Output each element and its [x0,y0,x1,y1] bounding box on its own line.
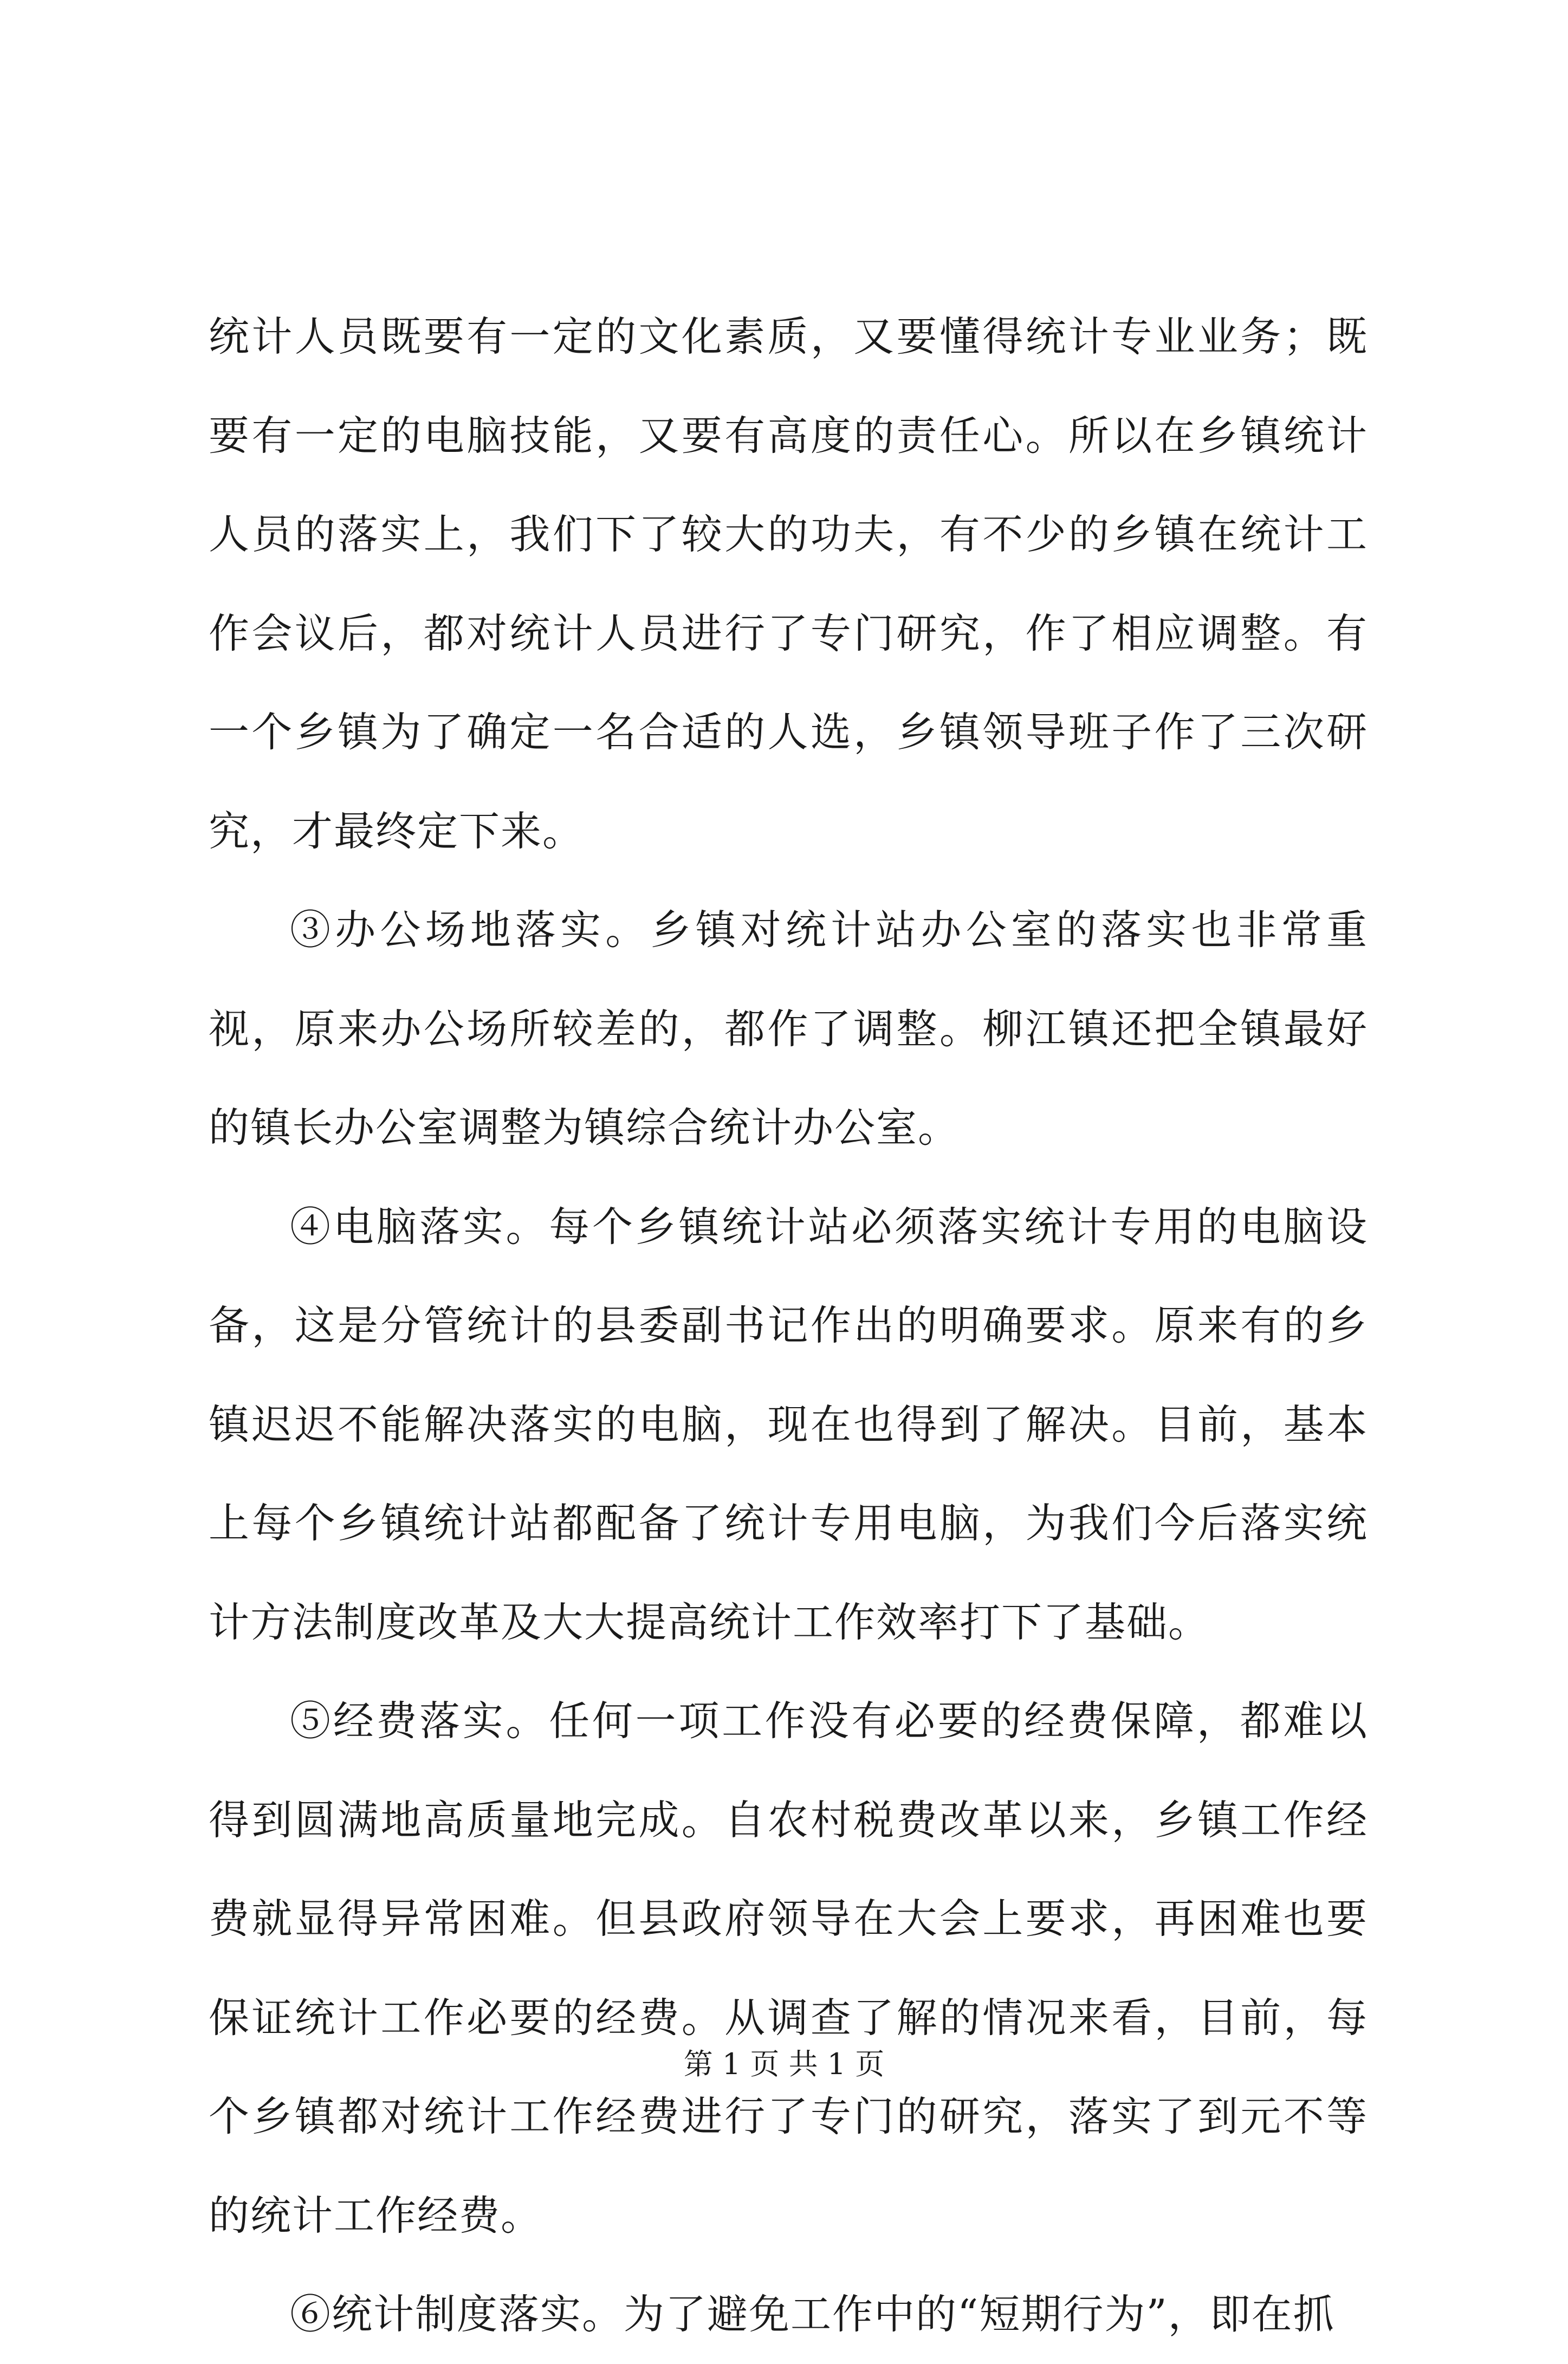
page-footer: 第 1 页 共 1 页 [683,2047,885,2081]
paragraph-office-space: ③办公场地落实。乡镇对统计站办公室的落实也非常重视，原来办公场所较差的，都作了调整。柳江镇还把全镇最好的镇长办公室调整为镇综合统计办公室。 [209,906,1368,1151]
paragraph-funding: ⑤经费落实。任何一项工作没有必要的经费保障，都难以得到圆满地高质量地完成。自农村税费改革以来，乡镇工作经费就显得异常困难。但县政府领导在大会上要求，再困难也要保证统计工作必要的经费。从调查了解的情况来看，目前，每个乡镇都对统计工作经费进行了专门的研究，落实了到元不等的统计工作经费。 [209,1697,1368,2239]
paragraph-system: ⑥统计制度落实。为了避免工作中的“短期行为”，即在抓 [290,2290,1335,2338]
paragraph-computers: ④电脑落实。每个乡镇统计站必须落实统计专用的电脑设备，这是分管统计的县委副书记作出的明确要求。原来有的乡镇迟迟不能解决落实的电脑，现在也得到了解决。目前，基本上每个乡镇统计站都配备了统计专用电脑，为我们今后落实统计方法制度改革及大大提高统计工作效率打下了基础。 [209,1202,1368,1646]
paragraph-staff: 统计人员既要有一定的文化素质，又要懂得统计专业业务；既要有一定的电脑技能，又要有高度的责任心。所以在乡镇统计人员的落实上，我们下了较大的功夫，有不少的乡镇在统计工作会议后，都对统计人员进行了专门研究，作了相应调整。有一个乡镇为了确定一名合适的人选，乡镇领导班子作了三次研究，才最终定下来。 [209,313,1368,855]
